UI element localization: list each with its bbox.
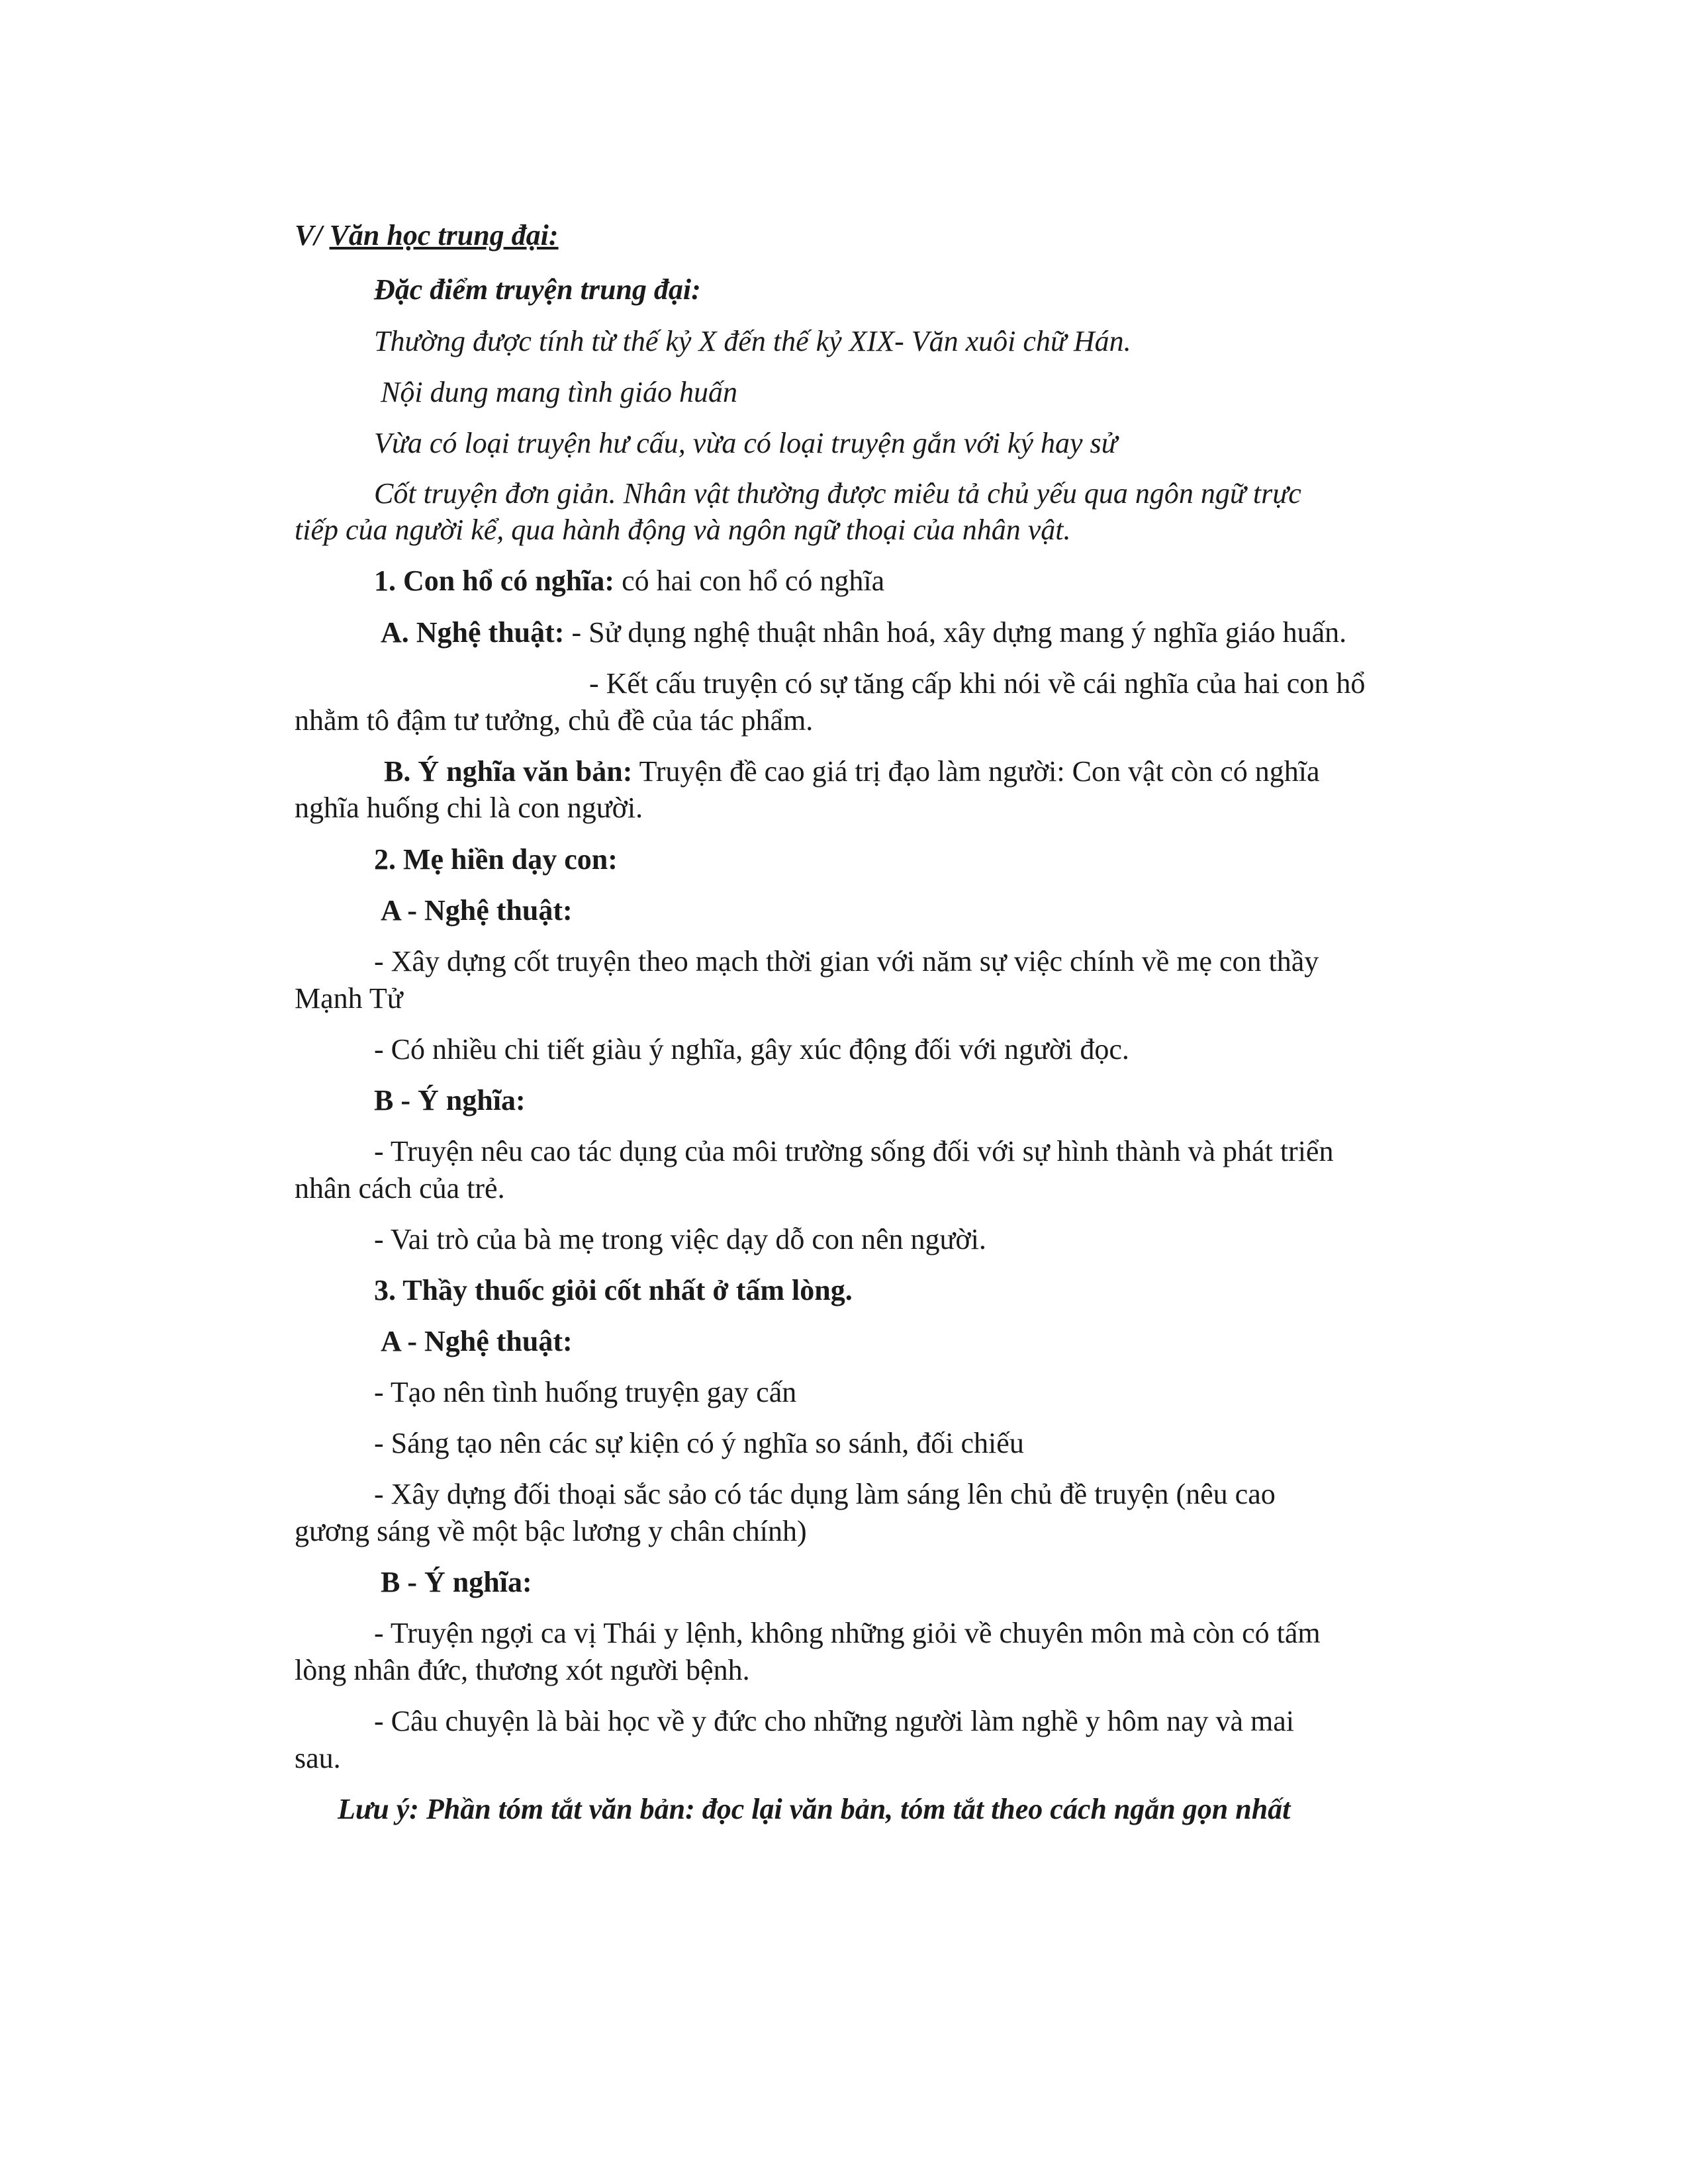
s1-meaning xyxy=(384,754,1320,789)
section-heading xyxy=(295,218,559,253)
s1-art-text2-line2: nhằm tô đậm tư tưởng, chủ đề của tác phẩm. xyxy=(295,704,814,737)
s3-meaning-2-line1: - Câu chuyện là bài học về y đức cho những người làm nghề y hôm nay và mai xyxy=(374,1705,1295,1737)
s3-art-2: - Sáng tạo nên các sự kiện có ý nghĩa so sánh, đối chiếu xyxy=(374,1427,1024,1459)
features-line-1: Thường được tính từ thế kỷ X đến thế kỷ XIX- Văn xuôi chữ Hán. xyxy=(374,325,1131,357)
s2-meaning-1-line2: nhân cách của trẻ. xyxy=(295,1172,505,1205)
s3-meaning-1-line2: lòng nhân đức, thương xót người bệnh. xyxy=(295,1654,750,1686)
s2-art-1-line1: - Xây dựng cốt truyện theo mạch thời gian với năm sự việc chính về mẹ con thầy xyxy=(374,945,1319,978)
s1-art-text2-line1: - Kết cấu truyện có sự tăng cấp khi nói về cái nghĩa của hai con hổ xyxy=(589,667,1366,700)
s2-art-1-line2: Mạnh Tử xyxy=(295,982,403,1015)
s1-art xyxy=(381,615,1346,650)
s2-art-label: A - Nghệ thuật: xyxy=(381,894,573,927)
summary-note: Lưu ý: Phần tóm tắt văn bản: đọc lại văn bản, tóm tắt theo cách ngắn gọn nhất xyxy=(338,1793,1291,1825)
s2-meaning-2: - Vai trò của bà mẹ trong việc dạy dỗ con nên người. xyxy=(374,1223,986,1255)
s2-meaning-label: B - Ý nghĩa: xyxy=(374,1084,526,1116)
features-line-4: Cốt truyện đơn giản. Nhân vật thường được miêu tả chủ yếu qua ngôn ngữ trực xyxy=(374,477,1301,510)
features-line-5: tiếp của người kể, qua hành động và ngôn ngữ thoại của nhân vật. xyxy=(295,514,1071,546)
features-line-3: Vừa có loại truyện hư cấu, vừa có loại truyện gắn với ký hay sử xyxy=(374,427,1117,459)
s3-title: 3. Thầy thuốc giỏi cốt nhất ở tấm lòng. xyxy=(374,1274,853,1306)
section-title: Văn học trung đại: xyxy=(329,219,559,251)
s3-art-3-line2: gương sáng về một bậc lương y chân chính) xyxy=(295,1515,807,1547)
s3-meaning-1-line1: - Truyện ngợi ca vị Thái y lệnh, không những giỏi về chuyên môn mà còn có tấm xyxy=(374,1617,1321,1649)
s3-meaning-label: B - Ý nghĩa: xyxy=(381,1566,532,1598)
s1-meaning-text-line2: nghĩa huống chi là con người. xyxy=(295,792,643,824)
s3-meaning-2-line2: sau. xyxy=(295,1742,341,1774)
section-number: V/ xyxy=(295,219,322,251)
s1-meaning-label: B. Ý nghĩa văn bản: xyxy=(384,755,633,788)
s2-title: 2. Mẹ hiền dạy con: xyxy=(374,843,618,876)
s3-art-1: - Tạo nên tình huống truyện gay cấn xyxy=(374,1376,797,1408)
s1-heading xyxy=(374,564,884,598)
features-line-2: Nội dung mang tình giáo huấn xyxy=(381,376,738,408)
s1-art-label: A. Nghệ thuật: xyxy=(381,616,565,649)
s2-art-2: - Có nhiều chi tiết giàu ý nghĩa, gây xúc động đối với người đọc. xyxy=(374,1033,1129,1066)
features-heading: Đặc điểm truyện trung đại: xyxy=(374,273,701,306)
s3-art-label: A - Nghệ thuật: xyxy=(381,1325,573,1357)
s1-title-rest: có hai con hổ có nghĩa xyxy=(614,565,885,597)
s1-meaning-text-line1: Truyện đề cao giá trị đạo làm người: Con vật còn có nghĩa xyxy=(632,755,1320,788)
s1-art-text: - Sử dụng nghệ thuật nhân hoá, xây dựng mang ý nghĩa giáo huấn. xyxy=(564,616,1347,649)
s1-title: 1. Con hổ có nghĩa: xyxy=(374,565,615,597)
s3-art-3-line1: - Xây dựng đối thoại sắc sảo có tác dụng làm sáng lên chủ đề truyện (nêu cao xyxy=(374,1478,1276,1510)
s2-meaning-1-line1: - Truyện nêu cao tác dụng của môi trường sống đối với sự hình thành và phát triển xyxy=(374,1135,1334,1167)
